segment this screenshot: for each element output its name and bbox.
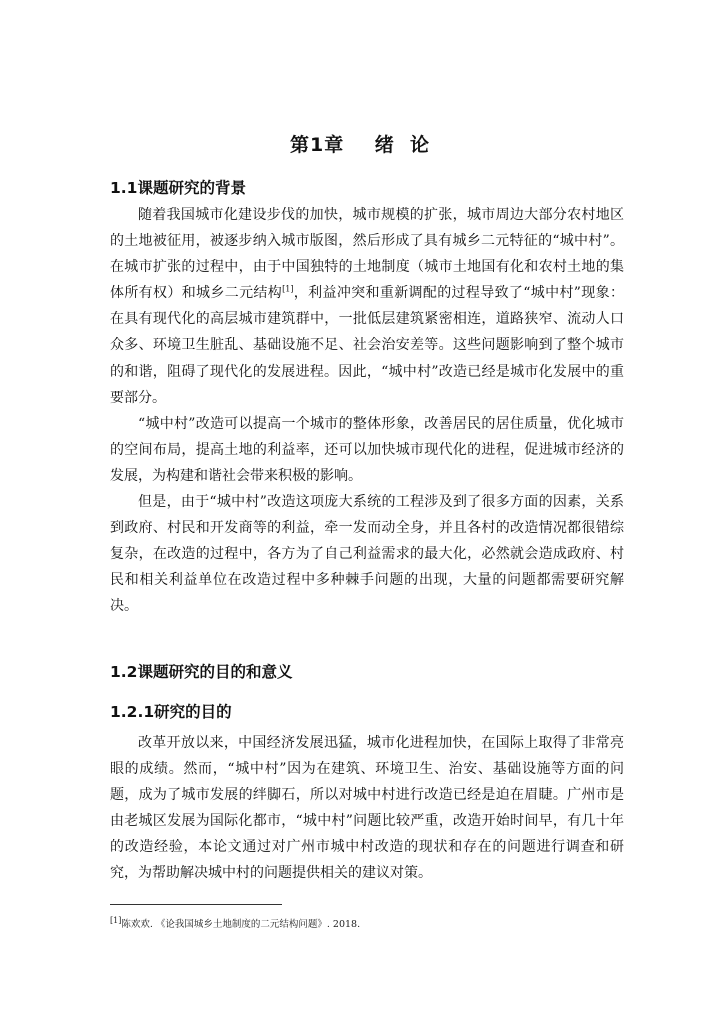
footnote-ref: [1] bbox=[110, 915, 122, 925]
chapter-title: 第1章 绪 论 bbox=[290, 134, 430, 156]
paragraph-text-cont: ，利益冲突和重新调配的过程导致了“城中村”现象：在具有现代化的高层城市建筑群中，一批低层建筑紧密相连，道路狭窄、流动人口众多、环境卫生脏乱、基础设施不足、社会治安差等。这些问题影响到了整个城市的和谐，阻碍了现代化的发展进程。因此，“城中村”改造已经是城市化发展中的重要部分。 bbox=[110, 285, 624, 406]
paragraph-background-1 bbox=[110, 202, 624, 411]
paragraph-background-2: “城中村”改造可以提高一个城市的整体形象，改善居民的居住质量，优化城市的空间布局，提高土地的利益率，还可以加快城市现代化的进程，促进城市经济的发展，为构建和谐社会带来积极的影响。 bbox=[110, 415, 624, 484]
section-1-2-1-body bbox=[110, 730, 624, 887]
section-heading-1-2-1: 1.2.1研究的目的 bbox=[110, 703, 232, 721]
section-heading-1-1: 1.1课题研究的背景 bbox=[110, 179, 246, 197]
citation-ref[interactable]: [1] bbox=[282, 284, 294, 294]
paragraph-background-3: 但是，由于“城中村”改造这项庞大系统的工程涉及到了很多方面的因素，关系到政府、村民和开发商等的利益，牵一发而动全身，并且各村的改造情况都很错综复杂，在改造的过程中，各方为了自己利益需求的最大化，必然就会造成政府、村民和相关利益单位在改造过程中多种棘手问题的出现，大量的问题都需要研究解决。 bbox=[110, 494, 624, 615]
footnote-divider bbox=[110, 904, 282, 905]
section-1-1-body bbox=[110, 202, 624, 620]
paragraph-purpose: 改革开放以来，中国经济发展迅猛，城市化进程加快，在国际上取得了非常亮眼的成绩。然而，“城中村”因为在建筑、环境卫生、治安、基础设施等方面的问题，成为了城市发展的绊脚石，所以对城中村进行改造已经是迫在眉睫。广州市是由老城区发展为国际化都市，“城中村”问题比较严重，改造开始时间早，有几十年的改造经验，本论文通过对广州市城中村改造的现状和存在的问题进行调查和研究，为帮助解决城中村的问题提供相关的建议对策。 bbox=[110, 735, 624, 882]
footnote bbox=[110, 916, 360, 930]
paragraph-text: 随着我国城市化建设步伐的加快，城市规模的扩张，城市周边大部分农村地区的土地被征用，被逐步纳入城市版图，然后形成了具有城乡二元特征的“城中村”。在城市扩张的过程中，由于中国独特的土地制度（城市土地国有化和农村土地的集体所有权）和城乡二元结构 bbox=[110, 207, 624, 302]
section-heading-1-2: 1.2课题研究的目的和意义 bbox=[110, 663, 293, 681]
footnote-text: 陈欢欢. 《论我国城乡土地制度的二元结构问题》. 2018. bbox=[121, 919, 361, 930]
